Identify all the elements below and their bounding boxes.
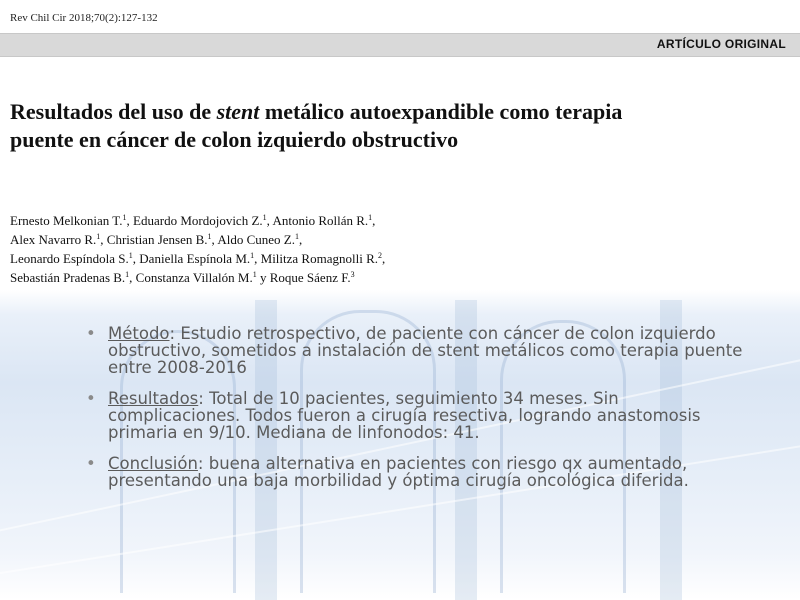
bullet-text: : Estudio retrospectivo, de paciente con cáncer de colon izquierdo obstructivo, sometidos a instalación de stent metálicos como terapia puente entre 2008-2016 <box>108 324 743 377</box>
affiliation-mark: 1 <box>368 213 373 222</box>
summary-bullets <box>86 325 756 503</box>
author-separator: , <box>298 232 303 247</box>
author <box>10 232 107 247</box>
title-part-2: metálico autoexpandible como terapia puente en cáncer de colon izquierdo obstructivo <box>10 99 623 152</box>
bullet-metodo <box>86 325 756 376</box>
bullet-resultados <box>86 390 756 441</box>
author <box>272 213 375 228</box>
bullet-dot: • <box>86 389 96 408</box>
author-separator: , <box>100 232 107 247</box>
affiliation-mark: 1 <box>128 251 133 260</box>
section-banner <box>0 33 800 57</box>
affiliation-mark: 1 <box>262 213 267 222</box>
author <box>10 270 136 285</box>
author-separator: , <box>372 213 376 228</box>
author-name: Roque Sáenz F. <box>269 270 351 285</box>
author-name: Constanza Villalón M. <box>135 270 253 285</box>
author-separator: , <box>129 270 136 285</box>
bullet-keyword: Método <box>108 324 170 343</box>
affiliation-mark: 1 <box>294 232 299 241</box>
author-name: Daniella Espínola M. <box>139 251 251 266</box>
author <box>261 251 386 266</box>
affiliation-mark: 1 <box>250 251 255 260</box>
author-separator: , <box>126 213 134 228</box>
affiliation-mark: 2 <box>378 251 382 260</box>
affiliation-mark: 1 <box>125 270 130 279</box>
author <box>217 232 302 247</box>
affiliation-mark: 1 <box>96 232 101 241</box>
author-separator: , <box>211 232 218 247</box>
bullet-dot: • <box>86 454 96 473</box>
bullet-keyword: Conclusión <box>108 454 198 473</box>
section-label: ARTÍCULO ORIGINAL <box>656 37 786 51</box>
author-name: Ernesto Melkonian T. <box>10 213 123 228</box>
author-name: Militza Romagnolli R. <box>260 251 378 266</box>
author <box>10 251 139 266</box>
author <box>133 213 272 228</box>
author-separator: y <box>256 270 270 285</box>
bullet-dot: • <box>86 324 96 343</box>
author-name: Leonardo Espíndola S. <box>10 251 129 266</box>
affiliation-mark: 1 <box>252 270 257 279</box>
bullet-keyword: Resultados <box>108 389 199 408</box>
author-separator: , <box>254 251 261 266</box>
author-list <box>10 211 570 287</box>
bullet-text: : Total de 10 pacientes, seguimiento 34 meses. Sin complicaciones. Todos fueron a cirugía resectiva, logrando anastomosis primaria en 9/10. Mediana de linfonodos: 41. <box>108 389 701 442</box>
author-separator: , <box>266 213 273 228</box>
title-part-1: Resultados del uso de <box>10 99 217 124</box>
journal-citation: Rev Chil Cir 2018;70(2):127-132 <box>10 12 158 24</box>
author-name: Christian Jensen B. <box>106 232 208 247</box>
author <box>270 270 355 285</box>
author-name: Sebastián Pradenas B. <box>10 270 126 285</box>
bullet-conclusion <box>86 455 756 489</box>
affiliation-mark: 1 <box>122 213 127 222</box>
article-title <box>10 98 690 154</box>
author-separator: , <box>132 251 140 266</box>
affiliation-mark: 1 <box>207 232 212 241</box>
author-name: Antonio Rollán R. <box>272 213 369 228</box>
bullet-text: : buena alternativa en pacientes con riesgo qx aumentado, presentando una baja morbilidad y óptima cirugía oncológica diferida. <box>108 454 689 490</box>
author-name: Alex Navarro R. <box>10 232 97 247</box>
author <box>139 251 260 266</box>
author-name: Aldo Cuneo Z. <box>217 232 295 247</box>
author <box>10 213 133 228</box>
author-separator: , <box>382 251 386 266</box>
affiliation-mark: 3 <box>350 270 355 279</box>
author <box>107 232 218 247</box>
title-italic-term: stent <box>216 99 260 124</box>
author <box>136 270 270 285</box>
author-name: Eduardo Mordojovich Z. <box>133 213 263 228</box>
